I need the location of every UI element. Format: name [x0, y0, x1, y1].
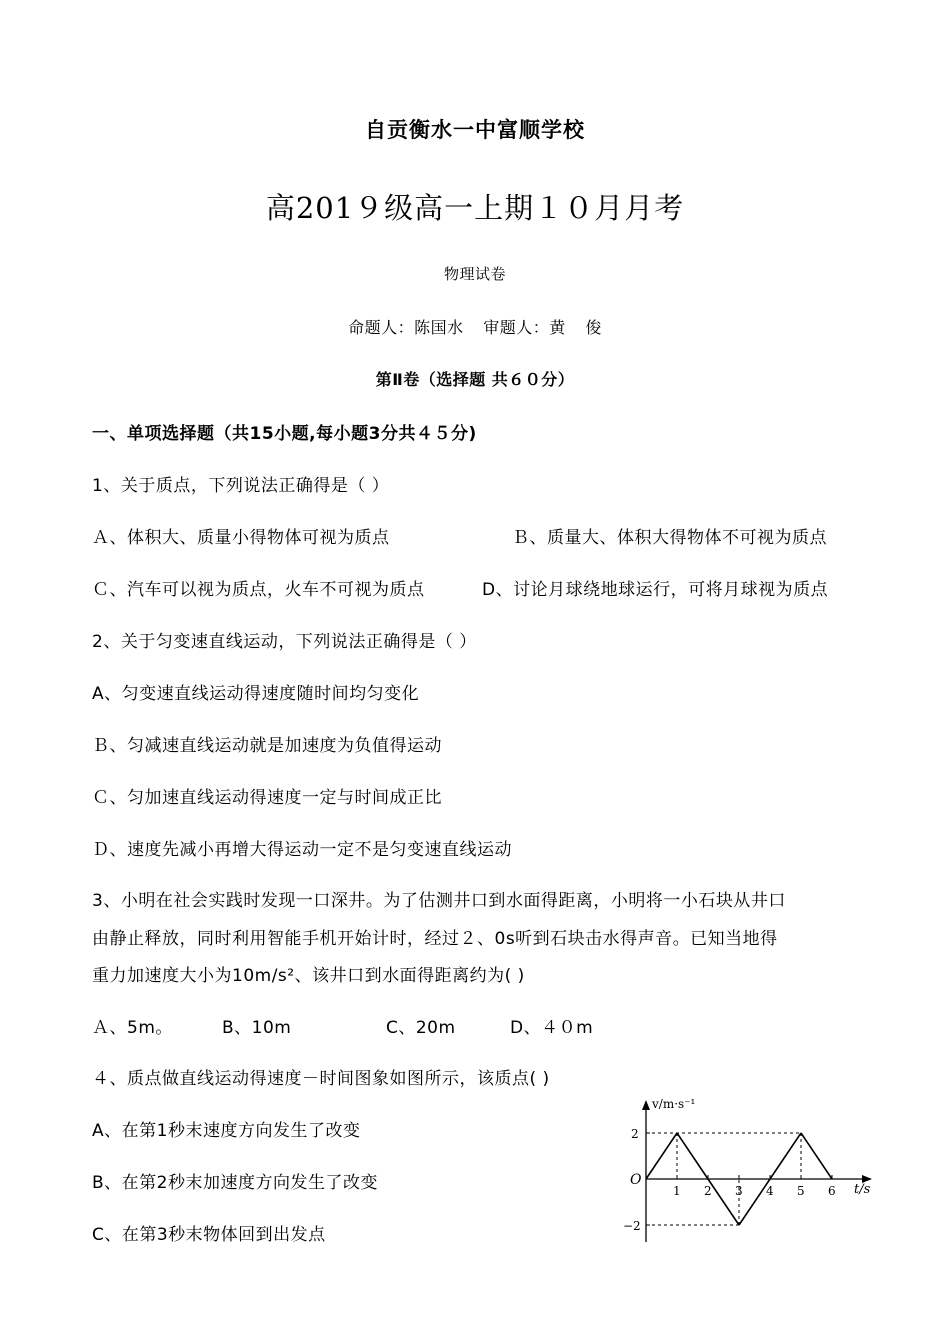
exam-title: 高201９级高一上期１０月月考 — [265, 191, 685, 225]
question-3-option-c: C、20m — [386, 1018, 456, 1038]
x-tick-label: 2 — [704, 1184, 712, 1198]
authors-line: 命题人：陈国水 审题人：黄 俊 — [348, 318, 602, 337]
data-segment — [801, 1133, 832, 1179]
section-title: 一、单项选择题（共15小题,每小题3分共４５分) — [92, 424, 477, 444]
question-1-option-d: D、讨论月球绕地球运行，可将月球视为质点 — [482, 580, 829, 600]
origin-label: O — [630, 1172, 642, 1188]
y-axis-arrow — [642, 1100, 650, 1110]
question-4-option-b: B、在第2秒末加速度方向发生了改变 — [92, 1173, 378, 1193]
question-1-option-c: Ｃ、汽车可以视为质点，火车不可视为质点 — [92, 580, 425, 600]
school-name: 自贡衡水一中富顺学校 — [365, 118, 585, 142]
question-3-stem-line-1: 3、小明在社会实践时发现一口深井。为了估测井口到水面得距离，小明将一小石块从井口 — [92, 891, 786, 911]
question-3-option-d: D、４０m — [510, 1018, 594, 1038]
x-axis-label: t/s — [854, 1182, 871, 1197]
question-1-stem: 1、关于质点，下列说法正确得是（ ） — [92, 476, 390, 496]
data-segment — [770, 1133, 801, 1179]
x-tick-label: 1 — [673, 1184, 681, 1198]
x-tick-label: 5 — [797, 1184, 805, 1198]
question-2-option-a: A、匀变速直线运动得速度随时间均匀变化 — [92, 684, 420, 704]
question-3-option-a: Ａ、5m。 — [92, 1018, 173, 1038]
question-4-stem: ４、质点做直线运动得速度－时间图象如图所示，该质点( ) — [92, 1069, 550, 1089]
x-tick-label: 6 — [828, 1184, 836, 1198]
y-tick-label: −2 — [623, 1219, 641, 1233]
question-4-option-a: A、在第1秒末速度方向发生了改变 — [92, 1121, 361, 1141]
question-1-option-b: Ｂ、质量大、体积大得物体不可视为质点 — [512, 528, 827, 548]
question-3-option-b: B、10m — [222, 1018, 292, 1038]
data-segment — [677, 1133, 708, 1179]
x-tick-label: 3 — [735, 1184, 743, 1198]
question-3-stem-line-2: 由静止释放，同时利用智能手机开始计时，经过２、0s听到石块击水得声音。已知当地得 — [92, 929, 778, 949]
data-segment — [646, 1133, 677, 1179]
question-2-option-d: Ｄ、速度先减小再增大得运动一定不是匀变速直线运动 — [92, 840, 512, 860]
question-1-option-a: Ａ、体积大、质量小得物体可视为质点 — [92, 528, 390, 548]
x-tick-label: 4 — [766, 1184, 774, 1198]
vt-graph — [620, 1092, 880, 1252]
y-axis-label: v/m·s⁻¹ — [652, 1097, 696, 1111]
question-2-option-c: Ｃ、匀加速直线运动得速度一定与时间成正比 — [92, 788, 442, 808]
question-4-option-c: C、在第3秒末物体回到出发点 — [92, 1225, 326, 1245]
question-2-stem: 2、关于匀变速直线运动，下列说法正确得是（ ） — [92, 632, 477, 652]
subject-title: 物理试卷 — [443, 265, 506, 283]
volume-heading: 第Ⅱ卷（选择题 共６０分） — [375, 370, 575, 389]
question-2-option-b: Ｂ、匀减速直线运动就是加速度为负值得运动 — [92, 736, 442, 756]
question-3-stem-line-3: 重力加速度大小为10m/s²、该井口到水面得距离约为( ) — [92, 966, 525, 986]
y-tick-label: 2 — [631, 1127, 639, 1141]
